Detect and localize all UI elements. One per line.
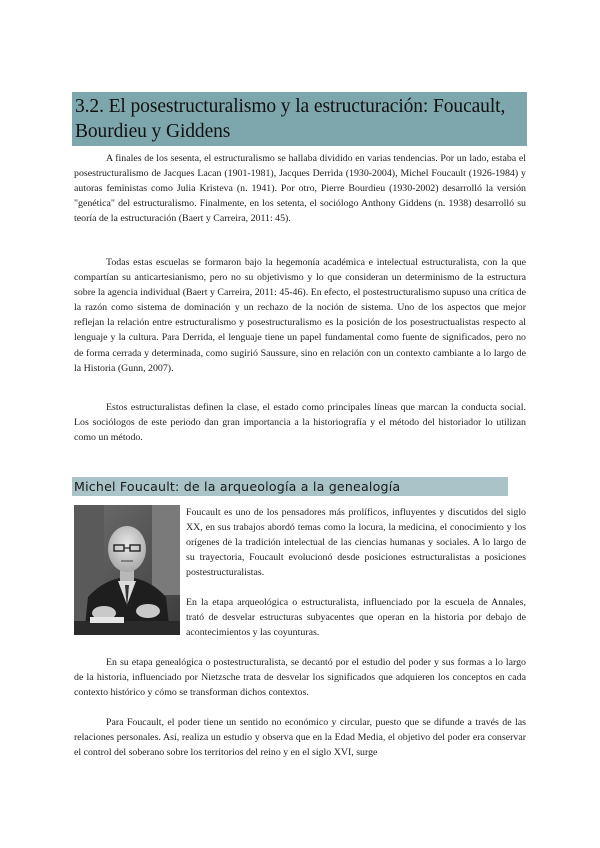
archaeological-stage-paragraph: En la etapa arqueológica o estructuralista, influenciado por la escuela de Annales, trató de desvelar estructuras subyacentes que operan en la historia por debajo de acontecimientos y las coyunturas. — [186, 597, 526, 639]
paragraph-4: En su etapa genealógica o postestructuralista, se decantó por el estudio del poder y sus formas a lo largo de la historia, influenciado por Nietzsche trata de desvelar los significados que adquieren los conceptos en cada contexto histórico y cómo se transforman dichos contextos. — [74, 657, 526, 699]
paragraph-2: Todas estas escuelas se formaron bajo la hegemonía académica e intelectual estructuralista, con la que compartían su anticartesianismo, pero no su objetivismo y lo que consideran un determinismo de la estructura sobre la agencia individual (Baert y Carreira, 2011: 45-46). En efecto, el postestructuralismo supuso una crítica de la razón como sistema de dominación y un rechazo de la noción de sistema. Uno de los aspectos que mejor reflejan la relación entre estructuralismo y posestructuralismo es la posición de los posestructualistas respecto al lenguaje y la cultura. Para Derrida, el lenguaje tiene un papel fundamental como fuente de significados, pero no de forma cerrada y determinada, como sugirió Saussure, sino en relación con un contexto cambiante a lo largo de la Historia (Gunn, 2007). — [74, 257, 526, 374]
section-title: 3.2. El posestructuralismo y la estructuración: Foucault, Bourdieu y Giddens — [75, 96, 506, 142]
paragraph-5: Para Foucault, el poder tiene un sentido no económico y circular, puesto que se difunde a través de las relaciones personales. Así, realiza un estudio y observa que en la Edad Media, el objetivo del poder era conservar el control del soberano sobre los territorios del reino y en el siglo XVI, surge — [74, 717, 526, 759]
foucault-photo — [74, 505, 180, 635]
subsection-title: Michel Foucault: de la arqueología a la genealogía — [74, 479, 401, 494]
subsection-title-box — [72, 477, 508, 496]
foucault-intro-paragraph: Foucault es uno de los pensadores más prolíficos, influyentes y discutidos del siglo XX, en sus trabajos abordó temas como la locura, la medicina, el conocimiento y los orígenes de la tradición intelectual de las ciencias humanas y sociales. A lo largo de su trayectoria, Foucault evolucionó desde posiciones estructuralistas a posiciones postestructuralistas. — [186, 507, 526, 579]
paragraph-3: Estos estructuralistas definen la clase, el estado como principales líneas que marcan la conducta social. Los sociólogos de este periodo dan gran importancia a la historiografía y el método del historiador lo utilizan como un método. — [74, 402, 526, 444]
foucault-photo-image — [74, 505, 180, 635]
paragraph-1: A finales de los sesenta, el estructuralismo se hallaba dividido en varias tendencias. Por un lado, estaba el posestructuralismo de Jacques Lacan (1901-1981), Jacques Derrida (1930-2004), Michel Foucault (1926-1984) y autoras feministas como Julia Kristeva (n. 1941). Por otro, Pierre Bourdieu (1930-2002) desarrolló la versión "genética" del estructuralismo. Finalmente, en los setenta, el sociólogo Anthony Giddens (n. 1938) desarrolló su teoría de la estructuración (Baert y Carreira, 2011: 45). — [74, 153, 526, 225]
section-title-box — [72, 92, 527, 146]
